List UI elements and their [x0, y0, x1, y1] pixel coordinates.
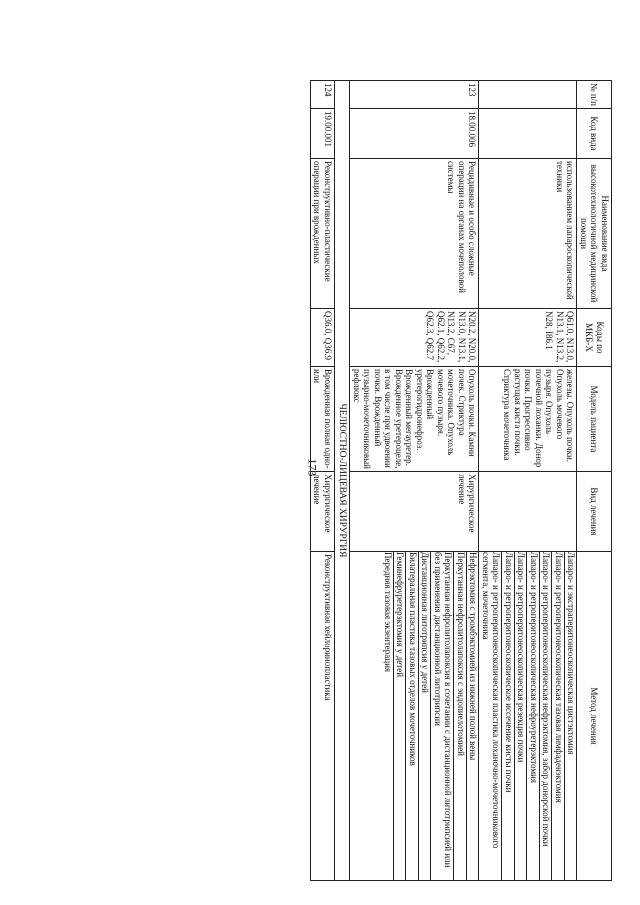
header-model: Модель пациента — [577, 367, 612, 472]
method-item: Лапаро- и ретроперитонеоскопическая нефроуретерэктомия — [527, 552, 540, 880]
section-row — [335, 81, 351, 881]
cell-model: Врожденная полная одно- или — [311, 367, 335, 472]
cell-model: Опухоль почки. Камни почек. Стриктура мочеточника. Опухоль мочевого пузыря. Врожденный уретерогидронефроз. Врожденный мегауретер. Врожденное уретероцеле, в том числе при удвоении почки. Врожденный пузырно-мочеточниковый рефлюкс — [350, 367, 479, 472]
method-item: Нефрэктомия с тромбэктомией из нижней полой вены — [466, 552, 479, 880]
cell-icd: N20.2, N20.0, N13.0, N13.1, N13.2, C67, Q62.1, Q62.2, Q62.3, Q62.7 — [350, 309, 479, 367]
section-title: ЧЕЛЮСТНО-ЛИЦЕВАЯ ХИРУРГИЯ — [335, 81, 351, 881]
method-item: Геминефруретерэктомия у детей — [393, 552, 406, 880]
cell-treat-type: Хирургическое лечение — [311, 472, 335, 552]
cell-name: Рецидивные и особо сложные операции на органах мочеполовой системы — [350, 159, 479, 309]
cell-treat-type — [479, 472, 577, 552]
header-row — [577, 81, 612, 881]
cell-code: 19.00.001 — [311, 109, 335, 159]
cell-treat-type: Хирургическое лечение — [350, 472, 479, 552]
method-item: Перкутанная нефролитолапоксия с эндопиелотомией — [454, 552, 467, 880]
header-treat-type: Вид лечения — [577, 472, 612, 552]
header-num: № п/п — [577, 81, 612, 109]
method-item: Лапаро- и ретроперитонеоскопическая тазовая лимфаденэктомия — [552, 552, 565, 880]
method-item: Лапаро- и экстраперитонеоскопическая цистэктомия — [564, 552, 577, 880]
table-row-continuation — [479, 81, 577, 881]
method-item: Лапаро- и ретроперитонеоскопическая резекция почки — [514, 552, 527, 880]
method-item: Дистанционная литотрипсия у детей — [418, 552, 431, 880]
header-code: Код вида — [577, 109, 612, 159]
cell-method: Реконструктивная хейлоринопластика — [311, 552, 335, 881]
header-method: Метод лечения — [577, 552, 612, 881]
header-name: Наименование вида высокотехнологичной медицинской помощи — [577, 159, 612, 309]
cell-model: железы. Опухоль почки. Опухоль мочевого пузыря. Опухоль почечной лоханки. Донор почки. Прогрессивно растущая киста почки. Стриктура мочеточника — [479, 367, 577, 472]
table-row-124 — [311, 81, 335, 881]
rotated-table-container — [84, 80, 612, 880]
method-item: Передняя тазовая экзентерация — [383, 552, 393, 673]
header-icd: Коды по МКБ-Х — [577, 309, 612, 367]
cell-num: 124 — [311, 81, 335, 109]
cell-methods — [350, 552, 479, 881]
cell-name: использованием лапароскопической техники — [479, 159, 577, 309]
cell-icd: Q61.0, N13.0, N13.1, N13.2, N28, I86.1 — [479, 309, 577, 367]
method-item: Билатеральная пластика тазовых отделов мочеточников — [406, 552, 419, 880]
cell-num: 123 — [350, 81, 479, 109]
cell-icd: Q36.0, Q36.9 — [311, 309, 335, 367]
vmp-table — [310, 80, 612, 881]
cell-code: 18.00.006 — [350, 109, 479, 159]
method-item: Перкутанная нефролитолапоксия в сочетании с дистанционной литотрипсией или без применения дистанционной литотрипсии — [431, 552, 454, 880]
cell-methods — [479, 552, 577, 881]
cell-num — [479, 81, 577, 109]
method-item: Лапаро- и ретроперитонеоскопическое иссечение кисты почки — [502, 552, 515, 880]
cell-code — [479, 109, 577, 159]
method-item: Лапаро- и ретроперитонеоскопическая пластика лоханочно-мочеточникового сегмента, мочеточника — [481, 552, 502, 849]
cell-name: Реконструктивно-пластические операции при врожденных — [311, 159, 335, 309]
page-number: 173 — [305, 458, 320, 477]
table-row-123 — [350, 81, 479, 881]
method-item: Лапаро- и ретроперитонеоскопическая нефрэктомия, забор донорской почки — [539, 552, 552, 880]
